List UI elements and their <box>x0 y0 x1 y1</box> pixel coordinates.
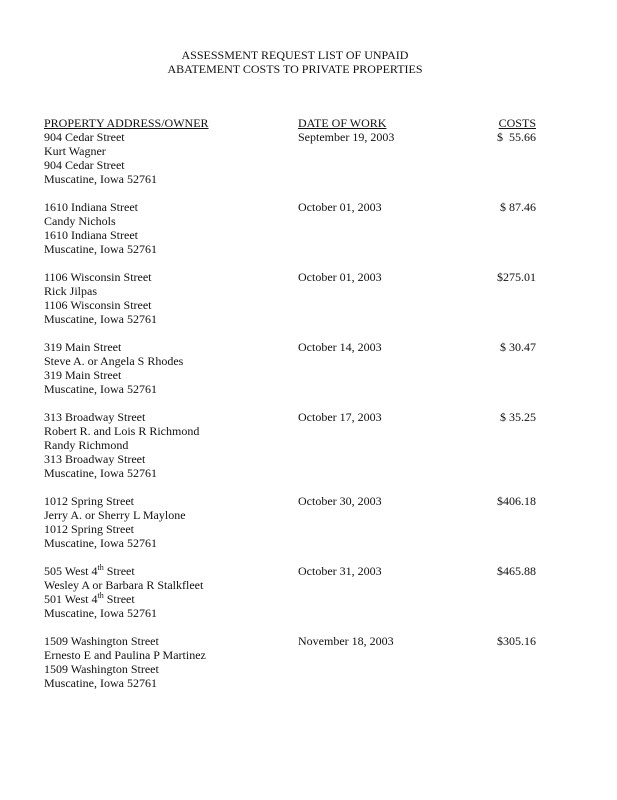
address-line: Wesley A or Barbara R Stalkfleet <box>44 578 204 592</box>
address-line: 904 Cedar Street <box>44 158 125 172</box>
column-header-date: DATE OF WORK <box>298 116 387 130</box>
ordinal-suffix: th <box>97 591 104 600</box>
property-entry <box>0 634 617 690</box>
property-entry <box>0 494 617 550</box>
address-line: Muscatine, Iowa 52761 <box>44 606 157 620</box>
document-title-line-1: ASSESSMENT REQUEST LIST OF UNPAID <box>181 48 409 62</box>
address-line: Muscatine, Iowa 52761 <box>44 466 157 480</box>
address-line: Muscatine, Iowa 52761 <box>44 312 157 326</box>
cost-value: $275.01 <box>497 270 536 284</box>
date-of-work: October 30, 2003 <box>298 494 382 508</box>
property-entry <box>0 200 617 256</box>
address-line: 319 Main Street <box>44 340 122 354</box>
address-line <box>0 592 617 606</box>
document-title-line-2: ABATEMENT COSTS TO PRIVATE PROPERTIES <box>167 62 423 76</box>
address-line: Jerry A. or Sherry L Maylone <box>44 508 186 522</box>
column-header-costs: COSTS <box>498 116 536 130</box>
address-line: 1012 Spring Street <box>44 522 134 536</box>
property-list <box>0 130 617 704</box>
address-line: Robert R. and Lois R Richmond <box>44 424 200 438</box>
cost-value: $ 87.46 <box>500 200 536 214</box>
address-line: Muscatine, Iowa 52761 <box>44 536 157 550</box>
cost-value: $ 55.66 <box>497 130 536 144</box>
date-of-work: October 01, 2003 <box>298 270 382 284</box>
address-line: 313 Broadway Street <box>44 410 146 424</box>
cost-value: $465.88 <box>497 564 536 578</box>
address-line: Muscatine, Iowa 52761 <box>44 382 157 396</box>
cost-value: $ 35.25 <box>500 410 536 424</box>
address-line: 1509 Washington Street <box>44 634 159 648</box>
address-prefix: 501 West 4 <box>44 592 98 606</box>
date-of-work: October 14, 2003 <box>298 340 382 354</box>
address-prefix: 505 West 4 <box>44 564 98 578</box>
date-of-work: October 17, 2003 <box>298 410 382 424</box>
address-suffix: Street <box>103 564 135 578</box>
date-of-work: November 18, 2003 <box>298 634 394 648</box>
column-header-address: PROPERTY ADDRESS/OWNER <box>44 116 209 130</box>
property-entry <box>0 130 617 186</box>
property-entry <box>0 564 617 620</box>
cost-value: $406.18 <box>497 494 536 508</box>
date-of-work: October 01, 2003 <box>298 200 382 214</box>
address-line: Steve A. or Angela S Rhodes <box>44 354 184 368</box>
property-entry <box>0 410 617 480</box>
property-entry <box>0 340 617 396</box>
address-suffix: Street <box>103 592 135 606</box>
address-line: Muscatine, Iowa 52761 <box>44 172 157 186</box>
property-entry <box>0 270 617 326</box>
address-line: Candy Nichols <box>44 214 116 228</box>
address-line: Rick Jilpas <box>44 284 97 298</box>
address-line: 1012 Spring Street <box>44 494 134 508</box>
address-line: Muscatine, Iowa 52761 <box>44 676 157 690</box>
address-line: 1610 Indiana Street <box>44 228 138 242</box>
address-line: 904 Cedar Street <box>44 130 125 144</box>
date-of-work: October 31, 2003 <box>298 564 382 578</box>
address-line: 1106 Wisconsin Street <box>44 270 152 284</box>
address-line: 313 Broadway Street <box>44 452 146 466</box>
ordinal-suffix: th <box>97 563 104 572</box>
date-of-work: September 19, 2003 <box>298 130 395 144</box>
address-line: Muscatine, Iowa 52761 <box>44 242 157 256</box>
cost-value: $305.16 <box>497 634 536 648</box>
address-line: Randy Richmond <box>44 438 129 452</box>
address-line: Ernesto E and Paulina P Martinez <box>44 648 206 662</box>
address-line: 1509 Washington Street <box>44 662 159 676</box>
address-line: Kurt Wagner <box>44 144 106 158</box>
address-line: 1610 Indiana Street <box>44 200 138 214</box>
address-line: 1106 Wisconsin Street <box>44 298 152 312</box>
address-line: 319 Main Street <box>44 368 122 382</box>
cost-value: $ 30.47 <box>500 340 536 354</box>
